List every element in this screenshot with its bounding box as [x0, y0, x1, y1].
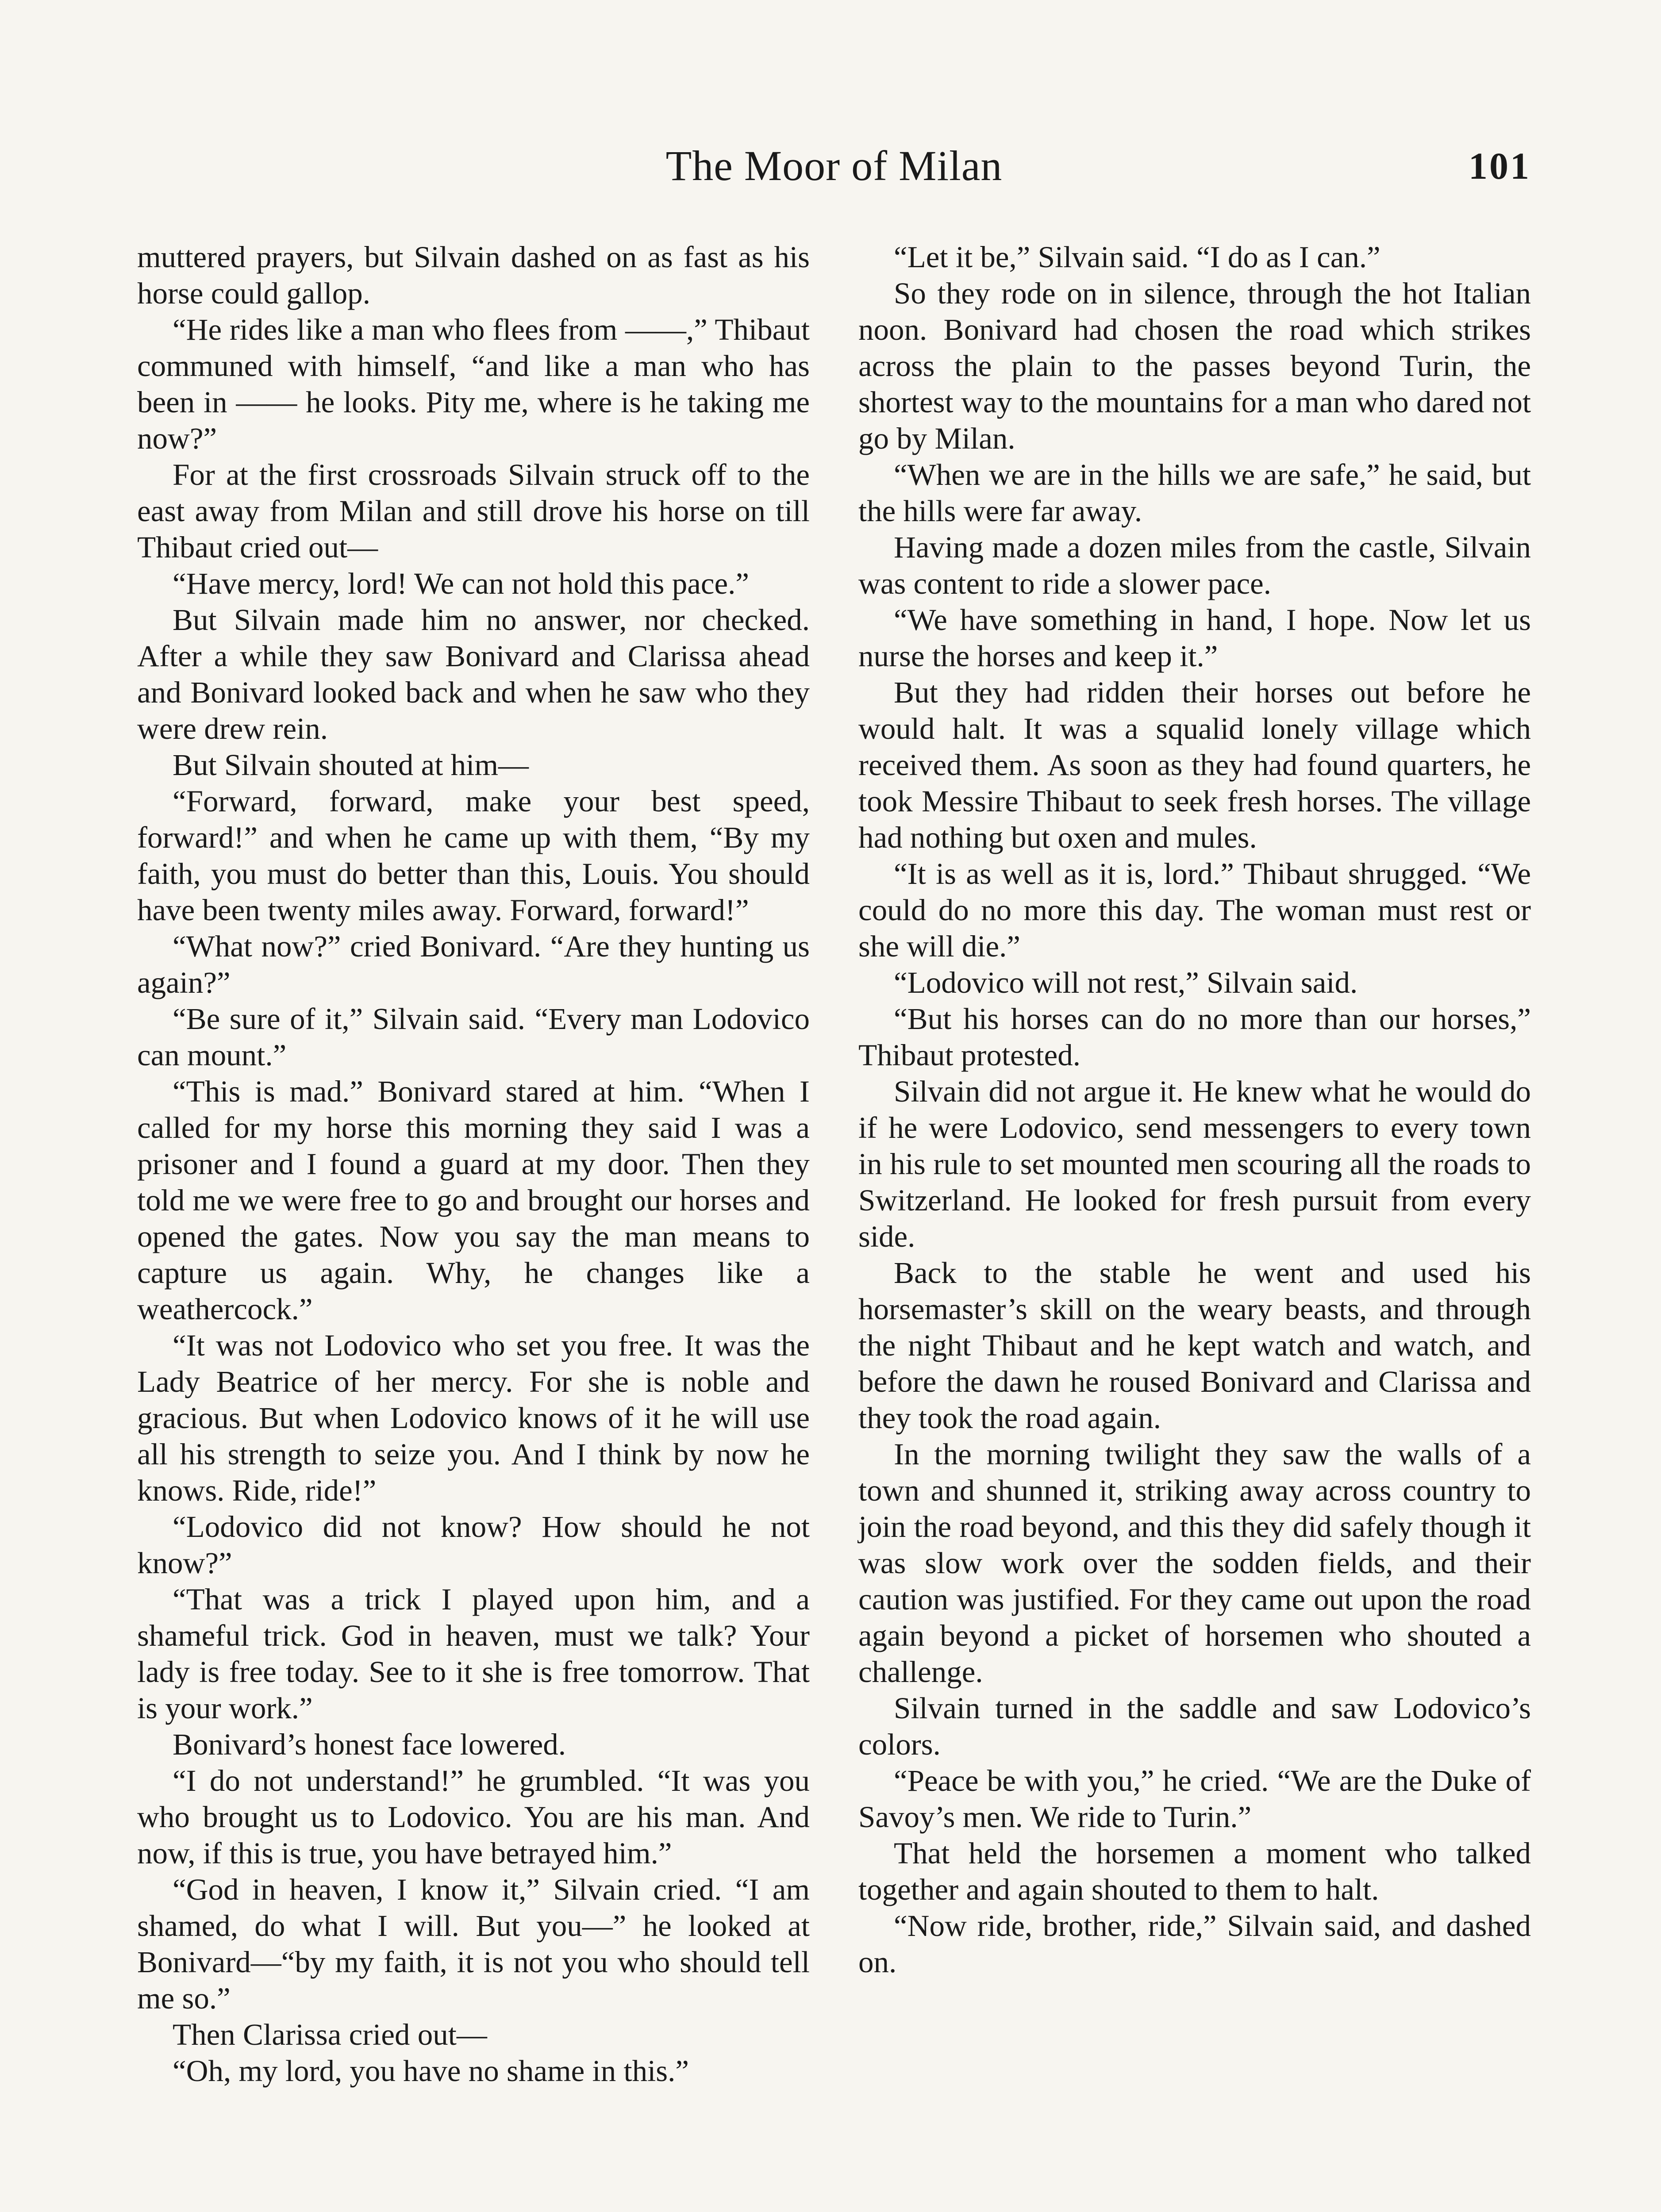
paragraph: “Let it be,” Silvain said. “I do as I can.” [894, 240, 1380, 274]
paragraph: “Have mercy, lord! We can not hold this pace.” [173, 567, 750, 600]
paragraph: “When we are in the hills we are safe,” he said, but the hills were far away. [858, 458, 1531, 528]
paragraph: “We have something in hand, I hope. Now let us nurse the horses and keep it.” [858, 603, 1531, 673]
paragraph: “Lodovico did not know? How should he not know?” [137, 1510, 810, 1580]
paragraph: “This is mad.” Bonivard stared at him. “When I called for my horse this morning they said I was a prisoner and I found a guard at my door. Then they told me we were free to go and brought our horses and opened the gates. Now you say the man means to capture us again. Why, he changes like a weathercock.” [137, 1075, 810, 1326]
paragraph: So they rode on in silence, through the hot Italian noon. Bonivard had chosen the road which strikes across the plain to the passes beyond Turin, the shortest way to the mountains for a man who dared not go by Milan. [858, 276, 1531, 455]
paragraph: But they had ridden their horses out before he would halt. It was a squalid lonely village which received them. As soon as they had found quarters, he took Messire Thibaut to seek fresh horses. The village had nothing but oxen and mules. [858, 676, 1531, 854]
paragraph: “It was not Lodovico who set you free. It was the Lady Beatrice of her mercy. For she is noble and gracious. But when Lodovico knows of it he will use all his strength to seize you. And I think by now he knows. Ride, ride!” [137, 1329, 810, 1507]
paragraph: “It is as well as it is, lord.” Thibaut shrugged. “We could do no more this day. The woman must rest or she will die.” [858, 857, 1531, 963]
paragraph: “He rides like a man who flees from ——,” Thibaut communed with himself, “and like a man who has been in —— he looks. Pity me, where is he taking me now?” [137, 313, 810, 455]
paragraph: In the morning twilight they saw the walls of a town and shunned it, striking away across country to join the road beyond, and this they did safely though it was slow work over the sodden fields, and their caution was justified. For they came out upon the road again beyond a picket of horsemen who shouted a challenge. [858, 1437, 1531, 1689]
paragraph: Back to the stable he went and used his horsemaster’s skill on the weary beasts, and through the night Thibaut and he kept watch and watch, and before the dawn he roused Bonivard and Clarissa and they took the road again. [858, 1256, 1531, 1435]
paragraph: “Peace be with you,” he cried. “We are the Duke of Savoy’s men. We ride to Turin.” [858, 1764, 1531, 1834]
paragraph: Bonivard’s honest face lowered. [173, 1728, 566, 1761]
paragraph: muttered prayers, but Silvain dashed on as fast as his horse could gallop. [137, 240, 810, 310]
paragraph: But Silvain made him no answer, nor checked. After a while they saw Bonivard and Clarissa ahead and Bonivard looked back and when he saw who they were drew rein. [137, 603, 810, 745]
page-title: The Moor of Milan [665, 142, 1003, 189]
paragraph: “That was a trick I played upon him, and a shameful trick. God in heaven, must we talk? Your lady is free today. See to it she is free tomorrow. That is your work.” [137, 1582, 810, 1725]
paragraph: Silvain turned in the saddle and saw Lodovico’s colors. [858, 1691, 1531, 1761]
paragraph: “Forward, forward, make your best speed, forward!” and when he came up with them, “By my faith, you must do better than this, Louis. You should have been twenty miles away. Forward, forward!” [137, 784, 810, 927]
left-column [137, 239, 810, 2089]
paragraph: But Silvain shouted at him— [173, 748, 529, 782]
paragraph: That held the horsemen a moment who talked together and again shouted to them to halt. [858, 1836, 1531, 1906]
paragraph: “Now ride, brother, ride,” Silvain said, and dashed on. [858, 1909, 1531, 1979]
paragraph: “But his horses can do no more than our horses,” Thibaut protested. [858, 1002, 1531, 1072]
right-column [858, 239, 1531, 1980]
paragraph: Then Clarissa cried out— [173, 2018, 487, 2051]
paragraph: Having made a dozen miles from the castle, Silvain was content to ride a slower pace. [858, 530, 1531, 600]
paragraph: “Lodovico will not rest,” Silvain said. [894, 966, 1358, 999]
paragraph: “What now?” cried Bonivard. “Are they hunting us again?” [137, 929, 810, 999]
paragraph: “God in heaven, I know it,” Silvain cried. “I am shamed, do what I will. But you—” he looked at Bonivard—“by my faith, it is not you who should tell me so.” [137, 1873, 810, 2015]
paragraph: “I do not understand!” he grumbled. “It was you who brought us to Lodovico. You are his man. And now, if this is true, you have betrayed him.” [137, 1764, 810, 1870]
paragraph: Silvain did not argue it. He knew what he would do if he were Lodovico, send messengers to every town in his rule to set mounted men scouring all the roads to Switzerland. He looked for fresh pursuit from every side. [858, 1075, 1531, 1253]
running-head [137, 133, 1531, 199]
page-number: 101 [1469, 145, 1531, 187]
paragraph: “Be sure of it,” Silvain said. “Every man Lodovico can mount.” [137, 1002, 810, 1072]
paragraph: “Oh, my lord, you have no shame in this.” [173, 2054, 689, 2088]
paragraph: For at the first crossroads Silvain struck off to the east away from Milan and still drove his horse on till Thibaut cried out— [137, 458, 810, 564]
